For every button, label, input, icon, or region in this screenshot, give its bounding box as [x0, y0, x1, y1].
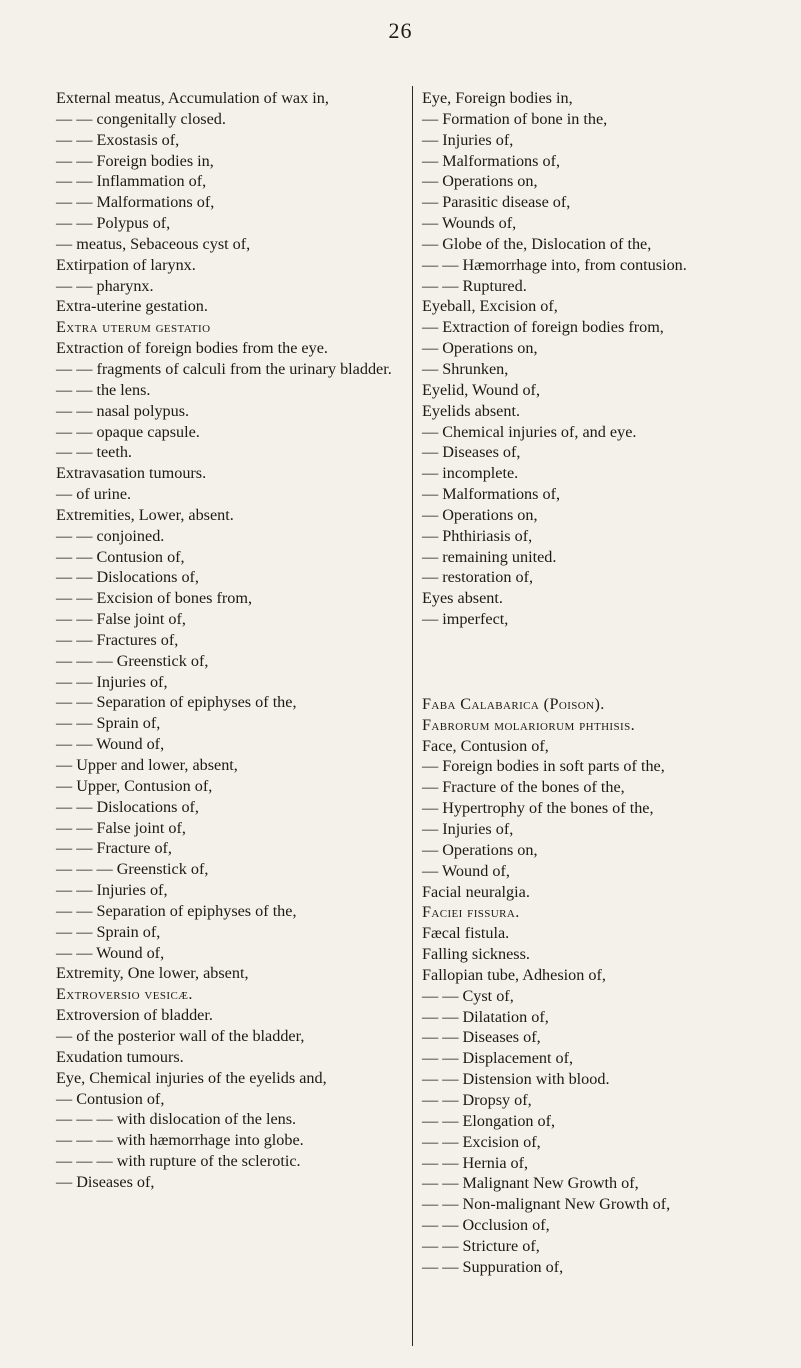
index-entry: — Formation of bone in the,: [422, 109, 608, 128]
index-entry: — — teeth.: [56, 443, 132, 462]
index-entry: — — opaque capsule.: [56, 422, 200, 441]
index-entry: — — Fractures of,: [56, 630, 179, 649]
index-entry: — Shrunken,: [422, 359, 509, 378]
index-entry: Facial neuralgia.: [422, 882, 530, 901]
left-column: [56, 88, 398, 1193]
index-entry: — Wound of,: [422, 861, 510, 880]
index-entry: — Upper, Contusion of,: [56, 776, 213, 795]
index-entry: Eye, Chemical injuries of the eyelids and,: [56, 1068, 327, 1087]
index-entry: Extra uterum gestatio: [56, 318, 211, 337]
index-entry: — — Inflammation of,: [56, 172, 207, 191]
index-entry: — — Occlusion of,: [422, 1216, 550, 1235]
index-entry: — — Separation of epiphyses of the,: [56, 693, 297, 712]
index-entry: — — Exostasis of,: [56, 130, 180, 149]
index-entry: — — Suppuration of,: [422, 1257, 564, 1276]
index-entry: Extraction of foreign bodies from the eye.: [56, 339, 328, 358]
index-entry: — — False joint of,: [56, 610, 186, 629]
index-entry: — — — Greenstick of,: [56, 651, 209, 670]
index-entry: — Upper and lower, absent,: [56, 756, 238, 774]
index-entry: — Fracture of the bones of the,: [422, 778, 625, 797]
index-entry: — — Dislocations of,: [56, 568, 199, 587]
index-group-e: [422, 88, 772, 630]
index-entry: — Hypertrophy of the bones of the,: [422, 799, 654, 818]
index-entry: Extravasation tumours.: [56, 464, 207, 483]
index-entry: — — Elongation of,: [422, 1111, 556, 1130]
index-entry: — Injuries of,: [422, 130, 514, 149]
index-entry: Faba Calabarica (Poison).: [422, 694, 605, 713]
index-entry: — — Hæmorrhage into, from contusion.: [422, 255, 687, 274]
index-entry: Face, Contusion of,: [422, 736, 549, 755]
index-entry: Exudation tumours.: [56, 1047, 184, 1066]
index-entry: Fabrorum molariorum phthisis.: [422, 715, 636, 734]
index-entry: — — False joint of,: [56, 818, 186, 837]
index-entry: — — pharynx.: [56, 276, 154, 295]
page-number: 26: [388, 18, 413, 43]
index-entry: — of the posterior wall of the bladder,: [56, 1026, 305, 1045]
index-entry: Extremities, Lower, absent.: [56, 505, 234, 524]
index-entry: — — — Greenstick of,: [56, 860, 209, 879]
index-entry: — — Sprain of,: [56, 714, 161, 733]
index-entry: External meatus, Accumulation of wax in,: [56, 89, 329, 107]
index-entry: — — Distension with blood.: [422, 1070, 610, 1089]
index-entry: — Phthiriasis of,: [422, 526, 533, 545]
index-entry: — imperfect,: [422, 610, 509, 629]
column-divider: [412, 86, 413, 1346]
index-entry: — — Contusion of,: [56, 547, 185, 566]
index-entry: — — Malignant New Growth of,: [422, 1174, 639, 1193]
index-entry: Extremity, One lower, absent,: [56, 964, 249, 983]
index-entry: — — Sprain of,: [56, 922, 161, 941]
index-entry: — Parasitic disease of,: [422, 193, 571, 212]
index-entry: — — Excision of,: [422, 1132, 541, 1151]
index-entry: — — Wound of,: [56, 943, 165, 962]
index-entry: — — Cyst of,: [422, 986, 514, 1005]
index-entry: — of urine.: [56, 485, 132, 504]
index-entry: — remaining united.: [422, 547, 557, 566]
index-entry: — — Non-malignant New Growth of,: [422, 1195, 671, 1214]
index-group-f: [422, 694, 772, 1278]
index-entry: — Foreign bodies in soft parts of the,: [422, 757, 665, 776]
index-entry: Extra-uterine gestation.: [56, 297, 208, 316]
index-entry: — — Polypus of,: [56, 214, 171, 233]
index-entry: — Malformations of,: [422, 485, 561, 504]
index-entry: Fæcal fistula.: [422, 924, 510, 943]
index-entry: Extroversion of bladder.: [56, 1006, 213, 1025]
index-entry: Eye, Foreign bodies in,: [422, 89, 573, 107]
index-entry: — Malformations of,: [422, 151, 561, 170]
index-entry: Eyeball, Excision of,: [422, 297, 558, 316]
index-entry: — — the lens.: [56, 380, 151, 399]
index-entry: — — Dilatation of,: [422, 1007, 549, 1026]
index-entry: — — Stricture of,: [422, 1236, 540, 1255]
index-entry: Eyelids absent.: [422, 401, 521, 420]
index-entry: — Contusion of,: [56, 1089, 165, 1108]
index-entry: — — Diseases of,: [422, 1028, 541, 1047]
index-entry: — — Malformations of,: [56, 193, 215, 212]
index-entry: — Wounds of,: [422, 214, 517, 233]
index-entry: — — — with rupture of the sclerotic.: [56, 1152, 301, 1171]
index-entry: — Diseases of,: [422, 443, 521, 462]
index-entry: Extirpation of larynx.: [56, 255, 196, 274]
index-entry: Faciei fissura.: [422, 903, 520, 922]
index-entry: — Chemical injuries of, and eye.: [422, 422, 637, 441]
index-entry: — — Separation of epiphyses of the,: [56, 901, 297, 920]
index-entry: — incomplete.: [422, 464, 519, 483]
index-entry: Fallopian tube, Adhesion of,: [422, 965, 606, 984]
index-entry: — — conjoined.: [56, 526, 165, 545]
index-entry: — — Ruptured.: [422, 276, 527, 295]
right-column: [422, 88, 772, 1278]
index-entry: — — fragments of calculi from the urinary bladder.: [56, 359, 392, 378]
index-entry: — restoration of,: [422, 568, 534, 587]
index-entry: Extroversio vesicæ.: [56, 985, 193, 1004]
index-entry: — Operations on,: [422, 505, 538, 524]
index-entry: — Injuries of,: [422, 820, 514, 838]
index-entry: — — Hernia of,: [422, 1153, 529, 1172]
index-entry: — Extraction of foreign bodies from,: [422, 318, 664, 337]
index-entry: — Operations on,: [422, 172, 538, 191]
index-entry: — — Displacement of,: [422, 1049, 574, 1068]
index-entry: — — nasal polypus.: [56, 401, 190, 420]
index-entry: — Operations on,: [422, 339, 538, 358]
index-entry: — meatus, Sebaceous cyst of,: [56, 234, 251, 253]
index-entry: Falling sickness.: [422, 945, 530, 964]
index-entry: — Operations on,: [422, 840, 538, 859]
index-entry: — — — with hæmorrhage into globe.: [56, 1131, 304, 1150]
index-entry: — — Excision of bones from,: [56, 589, 253, 608]
index-entry: — — Wound of,: [56, 735, 165, 754]
index-entry: — — Injuries of,: [56, 881, 168, 900]
index-entry: — — congenitally closed.: [56, 109, 226, 128]
index-entry: — — Dislocations of,: [56, 797, 199, 816]
index-entry: — Globe of the, Dislocation of the,: [422, 234, 652, 253]
index-entry: — — Fracture of,: [56, 839, 172, 858]
index-entry: — Diseases of,: [56, 1172, 155, 1191]
index-entry: Eyelid, Wound of,: [422, 380, 540, 399]
index-entry: — — — with dislocation of the lens.: [56, 1110, 297, 1129]
index-entry: — — Dropsy of,: [422, 1090, 532, 1109]
index-entry: — — Foreign bodies in,: [56, 151, 214, 170]
index-entry: — — Injuries of,: [56, 672, 168, 691]
index-entry: Eyes absent.: [422, 589, 503, 608]
